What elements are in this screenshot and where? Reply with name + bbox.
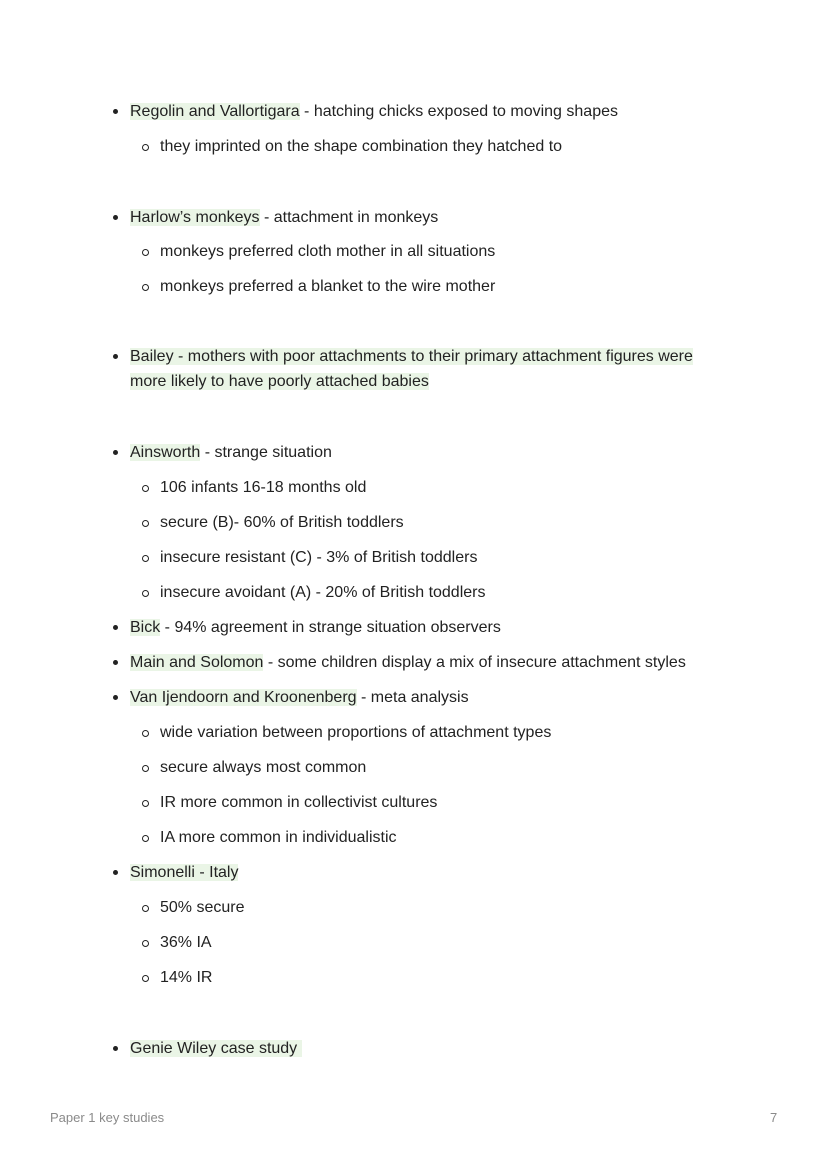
bullet-icon — [113, 215, 118, 220]
footer-title: Paper 1 key studies — [50, 1110, 165, 1125]
study-name: Main and Solomon — [130, 654, 264, 671]
study-name: Bick — [130, 619, 161, 636]
bullet-icon — [113, 1046, 118, 1051]
circle-bullet-icon — [142, 144, 149, 151]
bullet-icon — [113, 695, 118, 700]
study-name: Ainsworth — [130, 444, 201, 461]
bullet-icon — [113, 660, 118, 665]
sub-list-item: insecure avoidant (A) - 20% of British toddlers — [160, 584, 486, 601]
item-text: - 94% agreement in strange situation observers — [160, 619, 501, 636]
list-item-continuation — [130, 372, 429, 392]
bullet-icon — [113, 354, 118, 359]
item-text: more likely to have poorly attached babies — [130, 373, 429, 390]
page-number: 7 — [770, 1110, 778, 1125]
circle-bullet-icon — [142, 555, 149, 562]
list-item — [130, 1039, 302, 1059]
sub-list-item: secure (B)- 60% of British toddlers — [160, 514, 404, 531]
bullet-icon — [113, 625, 118, 630]
circle-bullet-icon — [142, 730, 149, 737]
sub-list-item: wide variation between proportions of attachment types — [160, 724, 552, 741]
list-item — [130, 688, 469, 708]
circle-bullet-icon — [142, 284, 149, 291]
sub-list-item: they imprinted on the shape combination they hatched to — [160, 138, 563, 155]
circle-bullet-icon — [142, 590, 149, 597]
list-item — [130, 443, 332, 463]
item-text: - mothers with poor attachments to their primary attachment figures were — [173, 348, 693, 365]
sub-list-item: monkeys preferred a blanket to the wire mother — [160, 278, 496, 295]
bullet-icon — [113, 870, 118, 875]
circle-bullet-icon — [142, 905, 149, 912]
circle-bullet-icon — [142, 835, 149, 842]
item-text: - hatching chicks exposed to moving shapes — [299, 103, 618, 120]
circle-bullet-icon — [142, 520, 149, 527]
circle-bullet-icon — [142, 940, 149, 947]
item-text: - strange situation — [200, 444, 332, 461]
list-item — [130, 618, 501, 638]
study-name: Genie Wiley case study — [130, 1040, 302, 1057]
bullet-icon — [113, 109, 118, 114]
item-text: - meta analysis — [356, 689, 469, 706]
list-item — [130, 208, 438, 228]
circle-bullet-icon — [142, 800, 149, 807]
list-item — [130, 863, 238, 883]
study-name: Regolin and Vallortigara — [130, 103, 300, 120]
study-name: Harlow’s monkeys — [130, 209, 260, 226]
list-item — [130, 102, 618, 122]
circle-bullet-icon — [142, 975, 149, 982]
sub-list-item: insecure resistant (C) - 3% of British toddlers — [160, 549, 478, 566]
list-item — [130, 653, 686, 673]
study-name: Simonelli - Italy — [130, 864, 239, 881]
sub-list-item: secure always most common — [160, 759, 367, 776]
bullet-icon — [113, 450, 118, 455]
item-text: - some children display a mix of insecure attachment styles — [263, 654, 686, 671]
circle-bullet-icon — [142, 485, 149, 492]
sub-list-item: IR more common in collectivist cultures — [160, 794, 438, 811]
sub-list-item: 14% IR — [160, 969, 213, 986]
sub-list-item: monkeys preferred cloth mother in all situations — [160, 243, 496, 260]
list-item — [130, 347, 693, 367]
study-name: Bailey — [130, 348, 174, 365]
study-name: Van Ijendoorn and Kroonenberg — [130, 689, 357, 706]
circle-bullet-icon — [142, 249, 149, 256]
item-text: - attachment in monkeys — [259, 209, 439, 226]
circle-bullet-icon — [142, 765, 149, 772]
sub-list-item: 50% secure — [160, 899, 245, 916]
sub-list-item: 36% IA — [160, 934, 212, 951]
sub-list-item: IA more common in individualistic — [160, 829, 397, 846]
sub-list-item: 106 infants 16-18 months old — [160, 479, 367, 496]
